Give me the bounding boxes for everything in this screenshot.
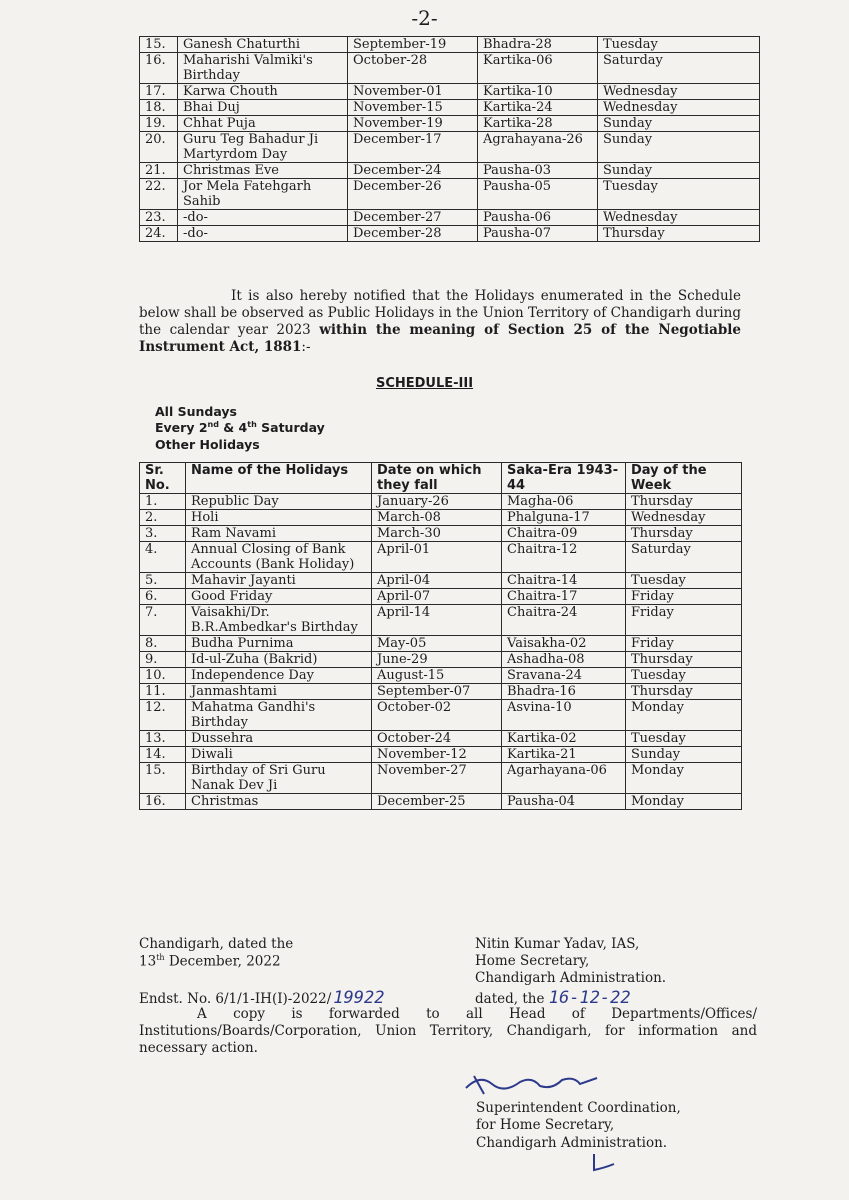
- saka-cell: Chaitra-17: [502, 589, 626, 605]
- page-number: -2-: [411, 6, 438, 30]
- weekday-cell: Wednesday: [598, 84, 760, 100]
- table-row: [140, 100, 760, 116]
- sr-no-cell: 9.: [140, 652, 186, 668]
- holiday-table-continued: [139, 36, 760, 242]
- date-cell: March-08: [372, 510, 502, 526]
- saka-cell: Sravana-24: [502, 668, 626, 684]
- sr-no-cell: 17.: [140, 84, 178, 100]
- sr-no-cell: 16.: [140, 794, 186, 810]
- holiday-name-cell: Guru Teg Bahadur Ji Martyrdom Day: [178, 132, 348, 163]
- holiday-name-cell: Good Friday: [186, 589, 372, 605]
- saturday-text-mid: & 4: [218, 420, 248, 436]
- holiday-name-cell: Christmas: [186, 794, 372, 810]
- holiday-name-cell: Annual Closing of Bank Accounts (Bank Holiday): [186, 542, 372, 573]
- table-row: [140, 668, 742, 684]
- header-date: Date on which they fall: [372, 463, 502, 494]
- sr-no-cell: 7.: [140, 605, 186, 636]
- date-cell: August-15: [372, 668, 502, 684]
- endst-handwritten-number: 19922: [333, 988, 385, 1008]
- sr-no-cell: 15.: [140, 37, 178, 53]
- sr-no-cell: 5.: [140, 573, 186, 589]
- table-row: [140, 226, 760, 242]
- weekday-cell: Tuesday: [598, 179, 760, 210]
- sr-no-cell: 24.: [140, 226, 178, 242]
- header-day: Day of the Week: [626, 463, 742, 494]
- dated-handwritten: 16-12-22: [548, 988, 631, 1008]
- sr-no-cell: 14.: [140, 747, 186, 763]
- table-row: [140, 794, 742, 810]
- holiday-name-cell: Mahavir Jayanti: [186, 573, 372, 589]
- weekday-cell: Friday: [626, 636, 742, 652]
- weekday-cell: Thursday: [626, 526, 742, 542]
- weekday-cell: Thursday: [626, 652, 742, 668]
- sr-no-cell: 11.: [140, 684, 186, 700]
- superintendent-line-1: Superintendent Coordination,: [476, 1100, 681, 1116]
- date-cell: September-07: [372, 684, 502, 700]
- weekday-cell: Thursday: [626, 684, 742, 700]
- date-cell: April-14: [372, 605, 502, 636]
- holiday-name-cell: Mahatma Gandhi's Birthday: [186, 700, 372, 731]
- header-saka: Saka-Era 1943-44: [502, 463, 626, 494]
- holiday-name-cell: Janmashtami: [186, 684, 372, 700]
- saka-cell: Pausha-06: [478, 210, 598, 226]
- holiday-name-cell: Diwali: [186, 747, 372, 763]
- table-row: [140, 684, 742, 700]
- saturday-text-pre: Every 2: [155, 420, 208, 436]
- superintendent-line-2: for Home Secretary,: [476, 1117, 615, 1133]
- weekday-cell: Monday: [626, 763, 742, 794]
- saka-cell: Pausha-04: [502, 794, 626, 810]
- date-cell: December-25: [372, 794, 502, 810]
- date-cell: December-27: [348, 210, 478, 226]
- sr-no-cell: 3.: [140, 526, 186, 542]
- table-row: [140, 37, 760, 53]
- date-cell: October-02: [372, 700, 502, 731]
- date-sup: th: [156, 953, 165, 962]
- weekday-cell: Wednesday: [598, 210, 760, 226]
- saka-cell: Agrahayana-26: [478, 132, 598, 163]
- schedule-sub-sundays: All Sundays: [155, 404, 237, 419]
- saturday-sup-2: th: [247, 420, 257, 429]
- saka-cell: Kartika-28: [478, 116, 598, 132]
- date-cell: November-12: [372, 747, 502, 763]
- weekday-cell: Thursday: [626, 494, 742, 510]
- saka-cell: Agarhayana-06: [502, 763, 626, 794]
- date-cell: April-04: [372, 573, 502, 589]
- table-row: [140, 636, 742, 652]
- holiday-name-cell: Vaisakhi/Dr. B.R.Ambedkar's Birthday: [186, 605, 372, 636]
- weekday-cell: Tuesday: [626, 731, 742, 747]
- table-row: [140, 731, 742, 747]
- table-row: [140, 210, 760, 226]
- saka-cell: Kartika-10: [478, 84, 598, 100]
- weekday-cell: Tuesday: [598, 37, 760, 53]
- holiday-name-cell: Republic Day: [186, 494, 372, 510]
- saturday-text-post: Saturday: [256, 420, 325, 436]
- sr-no-cell: 20.: [140, 132, 178, 163]
- holiday-name-cell: Ganesh Chaturthi: [178, 37, 348, 53]
- sr-no-cell: 19.: [140, 116, 178, 132]
- holiday-name-cell: Chhat Puja: [178, 116, 348, 132]
- holiday-name-cell: Christmas Eve: [178, 163, 348, 179]
- sr-no-cell: 6.: [140, 589, 186, 605]
- saka-cell: Chaitra-09: [502, 526, 626, 542]
- sr-no-cell: 16.: [140, 53, 178, 84]
- table-row: [140, 116, 760, 132]
- holiday-name-cell: Holi: [186, 510, 372, 526]
- header-name: Name of the Holidays: [186, 463, 372, 494]
- weekday-cell: Monday: [626, 700, 742, 731]
- holiday-name-cell: Bhai Duj: [178, 100, 348, 116]
- table-row: [140, 132, 760, 163]
- schedule-header-row: [140, 463, 742, 494]
- date-cell: October-28: [348, 53, 478, 84]
- date-cell: May-05: [372, 636, 502, 652]
- sr-no-cell: 8.: [140, 636, 186, 652]
- date-day: 13: [139, 953, 157, 970]
- signatory-name: Nitin Kumar Yadav, IAS,: [475, 936, 640, 952]
- notification-bold-text: within the meaning of Section 25 of the Negotiable Instrument Act, 1881: [139, 322, 741, 355]
- notification-tail: :-: [301, 339, 311, 355]
- date-cell: December-26: [348, 179, 478, 210]
- weekday-cell: Sunday: [626, 747, 742, 763]
- holiday-name-cell: Independence Day: [186, 668, 372, 684]
- weekday-cell: Sunday: [598, 163, 760, 179]
- schedule-title: SCHEDULE-III: [375, 376, 474, 391]
- superintendent-line-3: Chandigarh Administration.: [476, 1135, 668, 1151]
- holiday-name-cell: Dussehra: [186, 731, 372, 747]
- holiday-name-cell: -do-: [178, 226, 348, 242]
- saka-cell: Magha-06: [502, 494, 626, 510]
- sr-no-cell: 2.: [140, 510, 186, 526]
- sr-no-cell: 15.: [140, 763, 186, 794]
- weekday-cell: Wednesday: [626, 510, 742, 526]
- saka-cell: Chaitra-14: [502, 573, 626, 589]
- table-row: [140, 573, 742, 589]
- handwritten-mark: [590, 1152, 620, 1174]
- sr-no-cell: 10.: [140, 668, 186, 684]
- sr-no-cell: 12.: [140, 700, 186, 731]
- notification-text: It is also hereby notified that the Holidays enumerated in the Schedule below shall be observed as Public Holidays in the Union Territory of Chandigarh during the calendar year 2023: [139, 288, 741, 338]
- date-cell: December-24: [348, 163, 478, 179]
- place-date-line-1: Chandigarh, dated the: [139, 936, 294, 952]
- saka-cell: Kartika-06: [478, 53, 598, 84]
- saka-cell: Kartika-24: [478, 100, 598, 116]
- holiday-name-cell: Birthday of Sri Guru Nanak Dev Ji: [186, 763, 372, 794]
- table-row: [140, 763, 742, 794]
- weekday-cell: Friday: [626, 605, 742, 636]
- weekday-cell: Saturday: [626, 542, 742, 573]
- signatory-title: Home Secretary,: [475, 953, 590, 969]
- weekday-cell: Monday: [626, 794, 742, 810]
- table-row: [140, 542, 742, 573]
- dated-label: dated, the: [475, 991, 545, 1007]
- saka-cell: Pausha-03: [478, 163, 598, 179]
- saka-cell: Kartika-21: [502, 747, 626, 763]
- date-cell: January-26: [372, 494, 502, 510]
- holiday-name-cell: -do-: [178, 210, 348, 226]
- table-row: [140, 605, 742, 636]
- saka-cell: Kartika-02: [502, 731, 626, 747]
- sr-no-cell: 22.: [140, 179, 178, 210]
- date-cell: November-19: [348, 116, 478, 132]
- holiday-name-cell: Karwa Chouth: [178, 84, 348, 100]
- table-row: [140, 163, 760, 179]
- saka-cell: Bhadra-16: [502, 684, 626, 700]
- saka-cell: Pausha-07: [478, 226, 598, 242]
- header-sr-no: Sr. No.: [140, 463, 186, 494]
- table-row: [140, 589, 742, 605]
- table-row: [140, 700, 742, 731]
- saka-cell: Chaitra-24: [502, 605, 626, 636]
- date-rest: December, 2022: [164, 953, 281, 970]
- place-date-line-2: [139, 953, 281, 970]
- sr-no-cell: 23.: [140, 210, 178, 226]
- endorsement-number: [139, 988, 384, 1008]
- holiday-name-cell: Ram Navami: [186, 526, 372, 542]
- signatory-org: Chandigarh Administration.: [475, 970, 667, 986]
- schedule-table: [139, 462, 742, 810]
- date-cell: April-07: [372, 589, 502, 605]
- table-row: [140, 494, 742, 510]
- sr-no-cell: 1.: [140, 494, 186, 510]
- date-cell: December-28: [348, 226, 478, 242]
- table-row: [140, 652, 742, 668]
- holiday-name-cell: Id-ul-Zuha (Bakrid): [186, 652, 372, 668]
- table-row: [140, 179, 760, 210]
- weekday-cell: Thursday: [598, 226, 760, 242]
- sr-no-cell: 21.: [140, 163, 178, 179]
- copy-forward-paragraph: A copy is forwarded to all Head of Departments/Offices/ Institutions/Boards/Corporation, Union Territory, Chandigarh, for information and necessary action.: [139, 1006, 757, 1056]
- date-cell: June-29: [372, 652, 502, 668]
- saka-cell: Bhadra-28: [478, 37, 598, 53]
- sr-no-cell: 18.: [140, 100, 178, 116]
- saka-cell: Phalguna-17: [502, 510, 626, 526]
- date-cell: March-30: [372, 526, 502, 542]
- table-row: [140, 510, 742, 526]
- date-cell: November-01: [348, 84, 478, 100]
- holiday-name-cell: Jor Mela Fatehgarh Sahib: [178, 179, 348, 210]
- saka-cell: Pausha-05: [478, 179, 598, 210]
- weekday-cell: Tuesday: [626, 668, 742, 684]
- saturday-sup-1: nd: [207, 420, 219, 429]
- date-cell: December-17: [348, 132, 478, 163]
- holiday-name-cell: Maharishi Valmiki's Birthday: [178, 53, 348, 84]
- date-cell: September-19: [348, 37, 478, 53]
- table-row: [140, 526, 742, 542]
- table-row: [140, 53, 760, 84]
- table-row: [140, 747, 742, 763]
- weekday-cell: Friday: [626, 589, 742, 605]
- weekday-cell: Saturday: [598, 53, 760, 84]
- schedule-sub-saturdays: [155, 420, 325, 435]
- weekday-cell: Wednesday: [598, 100, 760, 116]
- handwritten-initials: [462, 1068, 612, 1098]
- weekday-cell: Sunday: [598, 116, 760, 132]
- date-cell: October-24: [372, 731, 502, 747]
- notification-paragraph: [139, 288, 741, 356]
- saka-cell: Chaitra-12: [502, 542, 626, 573]
- weekday-cell: Sunday: [598, 132, 760, 163]
- table-row: [140, 84, 760, 100]
- saka-cell: Asvina-10: [502, 700, 626, 731]
- date-cell: April-01: [372, 542, 502, 573]
- date-cell: November-15: [348, 100, 478, 116]
- dated-line: [475, 988, 631, 1008]
- saka-cell: Ashadha-08: [502, 652, 626, 668]
- weekday-cell: Tuesday: [626, 573, 742, 589]
- holiday-name-cell: Budha Purnima: [186, 636, 372, 652]
- date-cell: November-27: [372, 763, 502, 794]
- schedule-sub-other: Other Holidays: [155, 437, 260, 452]
- sr-no-cell: 13.: [140, 731, 186, 747]
- saka-cell: Vaisakha-02: [502, 636, 626, 652]
- sr-no-cell: 4.: [140, 542, 186, 573]
- endst-text: Endst. No. 6/1/1-IH(I)-2022/: [139, 991, 332, 1007]
